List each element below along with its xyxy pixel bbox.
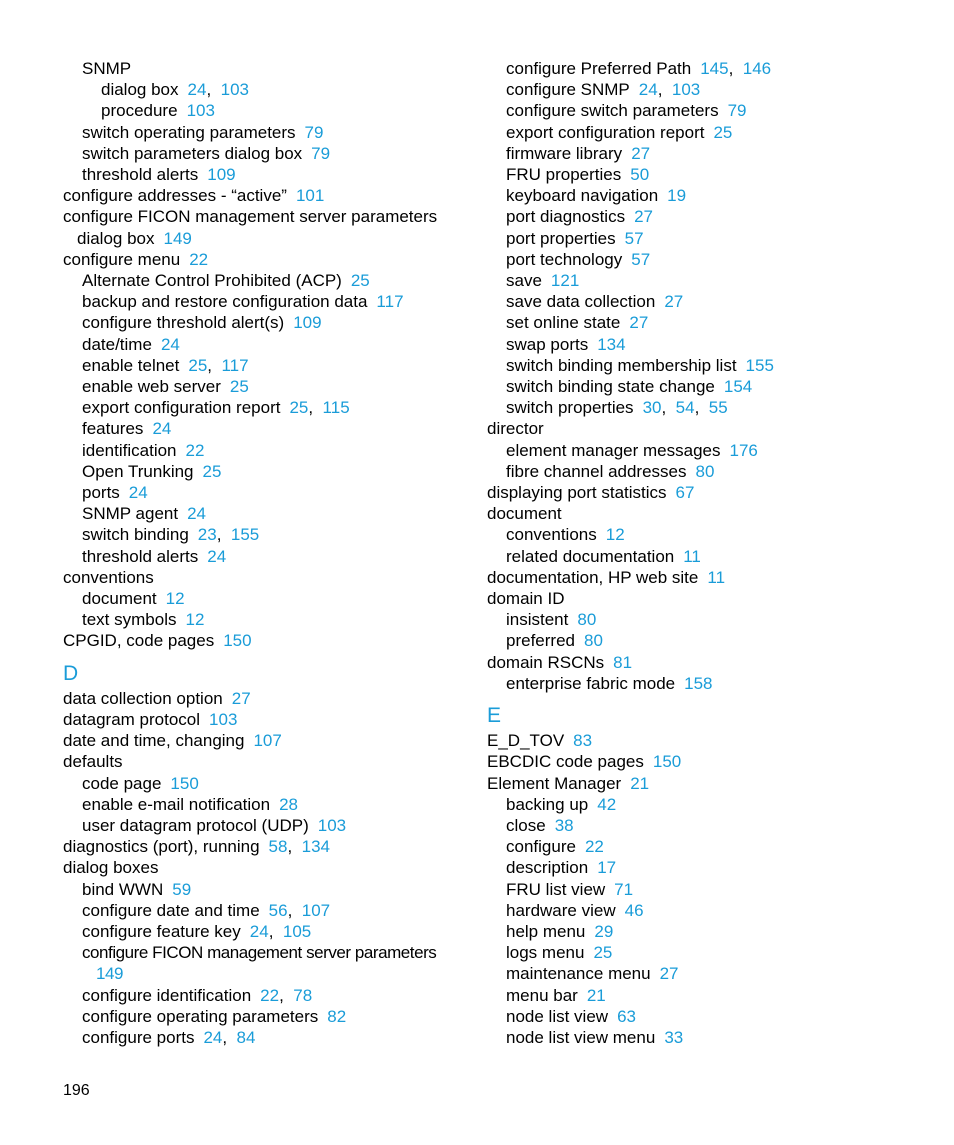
- index-term: node list view: [506, 1006, 609, 1026]
- page-link[interactable]: 150: [652, 752, 682, 772]
- page-link[interactable]: 12: [165, 589, 185, 609]
- index-entry: [487, 751, 907, 772]
- index-term: identification: [82, 440, 177, 460]
- index-term: features: [82, 419, 144, 439]
- index-entry: [487, 773, 907, 794]
- index-entry: switch properties 30, 54, 55: [506, 398, 728, 418]
- index-entry: switch binding 23, 155: [82, 525, 260, 545]
- index-entry: configure feature key 24, 105: [82, 921, 312, 941]
- index-term: port diagnostics: [506, 207, 626, 227]
- index-term: code page: [82, 773, 162, 793]
- index-entry: [63, 440, 463, 461]
- page-link[interactable]: 145: [700, 59, 729, 78]
- section-letter-e: E: [487, 704, 502, 728]
- index-term: switch binding membership list: [506, 355, 737, 375]
- page-link[interactable]: 27: [231, 688, 251, 708]
- index-term: element manager messages: [506, 440, 721, 460]
- index-term: documentation, HP web site: [487, 567, 699, 587]
- index-term: FRU list view: [506, 879, 606, 899]
- index-entry: [63, 461, 463, 482]
- page-link[interactable]: 21: [630, 773, 650, 793]
- index-term-continuation: [63, 228, 463, 249]
- index-term: fibre channel addresses: [506, 461, 687, 481]
- page-link[interactable]: 149: [96, 964, 124, 984]
- index-entry: [63, 206, 463, 248]
- index-term: domain ID: [487, 589, 565, 609]
- page-link[interactable]: 134: [301, 837, 331, 857]
- page-link[interactable]: 117: [221, 355, 249, 375]
- page-link[interactable]: 22: [185, 440, 205, 460]
- page-link[interactable]: 103: [671, 80, 701, 100]
- index-entry: [63, 730, 463, 751]
- index-term: configure addresses - “active”: [63, 186, 287, 206]
- index-term: switch parameters dialog box: [82, 143, 303, 163]
- index-entry: [63, 815, 463, 836]
- index-term: configure SNMP: [506, 80, 630, 100]
- index-term: configure FICON management server parameters: [82, 943, 437, 963]
- index-entry: [487, 630, 907, 651]
- index-term: configure feature key: [82, 921, 241, 941]
- page-link[interactable]: 22: [260, 985, 280, 1005]
- index-entry: [487, 794, 907, 815]
- page-link[interactable]: 22: [189, 249, 209, 269]
- index-entry: [487, 673, 907, 694]
- index-entry: [63, 588, 463, 609]
- index-entry: configure Preferred Path 145, 146: [506, 59, 772, 78]
- index-entry: [487, 652, 907, 673]
- index-entry: [63, 942, 463, 984]
- page-link[interactable]: 25: [289, 398, 309, 418]
- page-link[interactable]: 134: [597, 334, 626, 354]
- index-term: configure ports: [82, 1027, 195, 1047]
- index-term: configure operating parameters: [82, 1006, 319, 1026]
- index-term: save data collection: [506, 292, 656, 312]
- index-term: E_D_TOV: [487, 731, 565, 751]
- index-term: configure identification: [82, 985, 252, 1005]
- page-link[interactable]: 25: [202, 461, 222, 481]
- index-term: maintenance menu: [506, 964, 651, 984]
- page-link[interactable]: 63: [617, 1006, 636, 1026]
- index-entry: [487, 100, 907, 121]
- index-entry: configure SNMP 24, 103: [506, 80, 701, 100]
- index-term: backing up: [506, 794, 589, 814]
- index-term: menu bar: [506, 985, 578, 1005]
- page-link[interactable]: 24: [203, 1027, 223, 1047]
- page-link[interactable]: 59: [172, 879, 192, 899]
- page-link[interactable]: 27: [659, 964, 679, 984]
- index-entry: [63, 688, 463, 709]
- index-entry: [487, 143, 907, 164]
- page-link[interactable]: 11: [683, 546, 701, 566]
- page-link[interactable]: 150: [170, 773, 199, 793]
- page-link[interactable]: 121: [550, 271, 580, 291]
- index-entry: [487, 228, 907, 249]
- index-term: port technology: [506, 249, 623, 269]
- index-term: preferred: [506, 631, 575, 651]
- index-entry: [487, 418, 907, 439]
- index-term: switch operating parameters: [82, 122, 296, 142]
- index-term: keyboard navigation: [506, 186, 659, 206]
- page-link[interactable]: 78: [293, 985, 313, 1005]
- index-entry: export configuration report 25, 115: [82, 398, 350, 418]
- page-link[interactable]: 103: [317, 815, 347, 835]
- page-link[interactable]: 67: [675, 483, 695, 503]
- index-entry: [487, 942, 907, 963]
- index-term: enable e-mail notification: [82, 794, 271, 814]
- index-term: FRU properties: [506, 165, 622, 185]
- index-entry: [487, 524, 907, 545]
- page-link[interactable]: 24: [207, 546, 227, 566]
- index-term: help menu: [506, 921, 586, 941]
- page-link[interactable]: 24: [249, 921, 269, 941]
- page-link[interactable]: 83: [573, 731, 593, 751]
- index-entry: [487, 206, 907, 227]
- page-link[interactable]: 79: [727, 101, 747, 121]
- page-link[interactable]: 54: [675, 398, 695, 418]
- page-link[interactable]: 176: [729, 440, 758, 460]
- page-link[interactable]: 155: [745, 355, 774, 375]
- index-entry: [487, 503, 907, 524]
- page-link[interactable]: 80: [577, 610, 597, 630]
- index-entry: [487, 270, 907, 291]
- index-entry: [63, 312, 463, 333]
- page-link[interactable]: 158: [684, 673, 713, 693]
- index-entry: [63, 503, 463, 524]
- index-term: configure date and time: [82, 900, 260, 920]
- page-link[interactable]: 25: [188, 355, 208, 375]
- index-term: switch binding: [82, 525, 189, 545]
- index-term: switch properties: [506, 398, 634, 418]
- index-entry: [63, 122, 463, 143]
- page-link[interactable]: 150: [223, 631, 252, 651]
- index-entry: [487, 312, 907, 333]
- page-link[interactable]: 107: [301, 900, 331, 920]
- section-letter-d: D: [63, 661, 79, 685]
- page-link[interactable]: 103: [186, 101, 215, 121]
- page-link[interactable]: 146: [742, 59, 772, 78]
- index-term: displaying port statistics: [487, 483, 667, 503]
- index-term: port properties: [506, 228, 616, 248]
- index-term: enable telnet: [82, 355, 180, 375]
- page-link[interactable]: 24: [638, 80, 658, 100]
- index-entry: [487, 482, 907, 503]
- index-entry: [63, 751, 463, 772]
- index-term: hardware view: [506, 900, 616, 920]
- page-link[interactable]: 115: [322, 398, 350, 418]
- page-link[interactable]: 56: [268, 900, 288, 920]
- index-term: configure Preferred Path: [506, 59, 692, 78]
- index-term: configure FICON management server parameters: [63, 207, 438, 227]
- index-entry: [63, 567, 463, 588]
- page-link[interactable]: 81: [613, 652, 633, 672]
- index-term: configure: [506, 837, 576, 857]
- page-link[interactable]: 55: [708, 398, 728, 418]
- index-term: conventions: [63, 567, 154, 587]
- page-link[interactable]: 38: [554, 815, 574, 835]
- page-link[interactable]: 12: [185, 610, 205, 630]
- index-term: configure threshold alert(s): [82, 313, 285, 333]
- page-link[interactable]: 25: [350, 271, 370, 291]
- index-term: set online state: [506, 313, 621, 333]
- index-entry: configure ports 24, 84: [82, 1027, 256, 1047]
- index-term: dialog box: [101, 80, 179, 100]
- page-link[interactable]: 79: [304, 122, 324, 142]
- index-term: swap ports: [506, 334, 589, 354]
- index-entry: [487, 164, 907, 185]
- index-entry: [63, 164, 463, 185]
- index-entry: [63, 1006, 463, 1027]
- index-entry: [487, 900, 907, 921]
- index-entry: [487, 985, 907, 1006]
- index-term: enterprise fabric mode: [506, 673, 676, 693]
- page-link[interactable]: 80: [583, 631, 603, 651]
- index-entry: [487, 291, 907, 312]
- page-link[interactable]: 58: [268, 837, 288, 857]
- index-entry: [63, 546, 463, 567]
- index-term: switch binding state change: [506, 377, 715, 397]
- page-link[interactable]: 23: [197, 525, 217, 545]
- page-link[interactable]: 42: [597, 794, 617, 814]
- index-term: related documentation: [506, 546, 675, 566]
- page-link[interactable]: 57: [631, 249, 651, 269]
- index-entry: [63, 773, 463, 794]
- index-entry: [487, 1027, 907, 1048]
- index-term: insistent: [506, 610, 569, 630]
- index-entry: [487, 355, 907, 376]
- index-entry: configure identification 22, 78: [82, 985, 313, 1005]
- page-link[interactable]: 24: [187, 80, 207, 100]
- page-link[interactable]: 27: [634, 207, 653, 227]
- index-term: backup and restore configuration data: [82, 292, 368, 312]
- index-column-left: [63, 58, 463, 1048]
- page-link[interactable]: 82: [327, 1006, 347, 1026]
- index-term: date and time, changing: [63, 731, 245, 751]
- page-link[interactable]: 25: [713, 122, 733, 142]
- index-entry: [63, 482, 463, 503]
- index-term: CPGID, code pages: [63, 631, 215, 651]
- page-link[interactable]: 103: [220, 80, 249, 100]
- index-term: export configuration report: [82, 398, 281, 418]
- index-term: bind WWN: [82, 879, 164, 899]
- index-entry: [63, 58, 463, 79]
- index-entry: [63, 100, 463, 121]
- page-number: 196: [63, 1082, 90, 1099]
- index-entry: [63, 879, 463, 900]
- index-entry: [63, 291, 463, 312]
- index-term-continuation: [82, 963, 463, 984]
- index-entry: [487, 376, 907, 397]
- index-term: SNMP: [82, 59, 132, 78]
- index-term: data collection option: [63, 688, 223, 708]
- index-term: threshold alerts: [82, 165, 199, 185]
- index-term: Alternate Control Prohibited (ACP): [82, 271, 342, 291]
- index-column-right: [487, 58, 907, 1048]
- page-link[interactable]: 117: [376, 292, 404, 312]
- page-link[interactable]: 103: [209, 709, 238, 729]
- page-link[interactable]: 154: [723, 377, 753, 397]
- index-term: Open Trunking: [82, 461, 194, 481]
- page-link[interactable]: 11: [707, 567, 726, 587]
- index-term: SNMP agent: [82, 504, 179, 524]
- index-entry: [63, 143, 463, 164]
- index-entry: dialog box 24, 103: [101, 80, 249, 100]
- index-entry: [487, 249, 907, 270]
- index-term: node list view menu: [506, 1027, 656, 1047]
- page-link[interactable]: 17: [597, 858, 617, 878]
- index-entry: [63, 794, 463, 815]
- index-term: firmware library: [506, 143, 623, 163]
- index-term: description: [506, 858, 589, 878]
- page-link[interactable]: 155: [230, 525, 260, 545]
- page-link[interactable]: 12: [605, 525, 625, 545]
- page-link[interactable]: 50: [630, 165, 650, 185]
- index-term: ports: [82, 483, 120, 503]
- index-entry: [487, 836, 907, 857]
- page-link[interactable]: 80: [695, 461, 715, 481]
- page-link[interactable]: 33: [664, 1027, 684, 1047]
- index-term: datagram protocol: [63, 709, 201, 729]
- page-link[interactable]: 109: [293, 313, 322, 333]
- page-link[interactable]: 22: [584, 837, 604, 857]
- index-entry: [487, 730, 907, 751]
- index-entry: [487, 334, 907, 355]
- page-link[interactable]: 107: [253, 731, 282, 751]
- index-entry: [487, 588, 907, 609]
- index-term: defaults: [63, 752, 123, 772]
- page-link[interactable]: 24: [187, 504, 206, 524]
- index-entry: [487, 440, 907, 461]
- page-link[interactable]: 19: [667, 186, 687, 206]
- index-entry: [487, 567, 907, 588]
- page-link[interactable]: 71: [614, 879, 634, 899]
- index-entry: [63, 630, 463, 651]
- index-entry: [63, 334, 463, 355]
- index-entry: [63, 609, 463, 630]
- index-term: diagnostics (port), running: [63, 837, 260, 857]
- page-link[interactable]: 149: [163, 228, 192, 248]
- index-term: document: [487, 504, 562, 524]
- index-entry: [63, 270, 463, 291]
- index-entry: [487, 609, 907, 630]
- page-link[interactable]: 27: [631, 143, 651, 163]
- page-link[interactable]: 79: [311, 143, 331, 163]
- page-link[interactable]: 25: [229, 377, 249, 397]
- page-link[interactable]: 28: [279, 794, 298, 814]
- index-entry: [487, 963, 907, 984]
- page-link[interactable]: 29: [594, 921, 614, 941]
- index-term: dialog boxes: [63, 858, 159, 878]
- index-entry: [487, 122, 907, 143]
- page-link[interactable]: 25: [593, 943, 613, 963]
- page-link[interactable]: 30: [642, 398, 662, 418]
- page-link[interactable]: 109: [207, 165, 236, 185]
- page-link[interactable]: 105: [282, 921, 312, 941]
- index-term: conventions: [506, 525, 597, 545]
- index-term: EBCDIC code pages: [487, 752, 644, 772]
- index-term: director: [487, 419, 544, 439]
- index-entry: [63, 709, 463, 730]
- index-entry: [63, 418, 463, 439]
- index-term: configure menu: [63, 249, 181, 269]
- index-term: threshold alerts: [82, 546, 199, 566]
- index-term: logs menu: [506, 943, 585, 963]
- index-entry: [487, 1006, 907, 1027]
- page-link[interactable]: 21: [586, 985, 606, 1005]
- page-link[interactable]: 46: [624, 900, 644, 920]
- page-link[interactable]: 27: [664, 292, 684, 312]
- index-term: procedure: [101, 101, 178, 121]
- index-term: save: [506, 271, 542, 291]
- page-link[interactable]: 57: [624, 228, 644, 248]
- page-link[interactable]: 27: [629, 313, 649, 333]
- index-entry: enable telnet 25, 117: [82, 355, 249, 375]
- index-entry: [487, 546, 907, 567]
- index-term: configure switch parameters: [506, 101, 719, 121]
- index-entry: [63, 185, 463, 206]
- index-term: text symbols: [82, 610, 177, 630]
- index-entry: [63, 857, 463, 878]
- index-term: export configuration report: [506, 122, 705, 142]
- index-term: Element Manager: [487, 773, 622, 793]
- page-link[interactable]: 24: [152, 419, 172, 439]
- index-entry: [63, 376, 463, 397]
- page-link[interactable]: 24: [160, 334, 180, 354]
- page-link[interactable]: 24: [128, 483, 148, 503]
- index-entry: [487, 921, 907, 942]
- index-entry: [487, 815, 907, 836]
- index-term: document: [82, 589, 157, 609]
- index-entry: [63, 249, 463, 270]
- index-entry: diagnostics (port), running 58, 134: [63, 837, 331, 857]
- index-entry: configure date and time 56, 107: [82, 900, 331, 920]
- page-link[interactable]: 101: [295, 186, 325, 206]
- index-term: close: [506, 815, 546, 835]
- index-term-cont-text: dialog box: [77, 228, 155, 248]
- index-term: user datagram protocol (UDP): [82, 815, 309, 835]
- index-entry: [487, 857, 907, 878]
- index-term: domain RSCNs: [487, 652, 605, 672]
- index-entry: [487, 185, 907, 206]
- index-entry: [487, 461, 907, 482]
- page-link[interactable]: 84: [236, 1027, 256, 1047]
- index-term: date/time: [82, 334, 152, 354]
- index-entry: [487, 879, 907, 900]
- index-term: enable web server: [82, 377, 221, 397]
